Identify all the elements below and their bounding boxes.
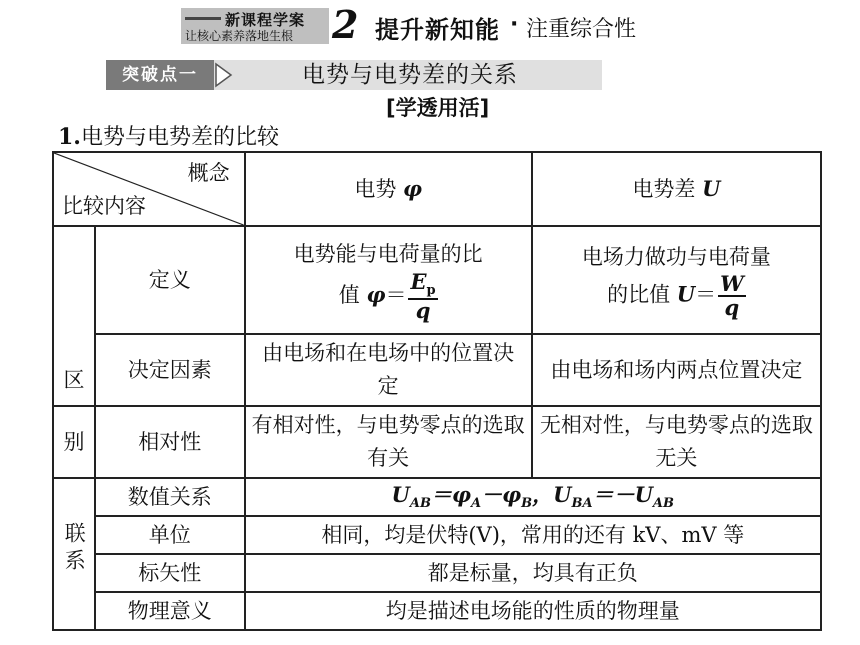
brand-line2: 让核心素养落地生根 [185, 29, 294, 43]
frac1-num: E [410, 268, 427, 294]
page-title: 提升新知能 [375, 16, 500, 44]
def-potential-line2 [249, 268, 528, 323]
num-value: $U_{AB}=\varphi_A-\varphi_B$，$U_{BA}=-U_{AB}$ [245, 478, 821, 516]
def-pd [532, 226, 821, 334]
brand-badge [181, 8, 329, 44]
table-row [53, 334, 821, 406]
det-pd: 由电场和场内两点位置决定 [532, 334, 821, 406]
row-label-num: 数值关系 [95, 478, 245, 516]
def-potential [245, 226, 532, 334]
table-row [53, 478, 821, 516]
def-potential-line1: 电势能与电荷量的比 [293, 242, 483, 267]
group-diff-char1: 区 [63, 368, 85, 393]
table-row [53, 406, 821, 478]
corner-cell [53, 152, 245, 226]
row-label-det: 决定因素 [95, 334, 245, 406]
group-diff-char2: 别 [63, 429, 85, 454]
group-diff-top [53, 226, 95, 406]
page-subtitle: 注重综合性 [526, 17, 637, 42]
row-label-def: 定义 [95, 226, 245, 334]
col1-symbol: φ [403, 175, 423, 201]
col-header-potential [245, 152, 532, 226]
group-diff-bottom [53, 406, 95, 478]
group-link [53, 478, 95, 630]
row-label-rel: 相对性 [95, 406, 245, 478]
col2-symbol: U [702, 175, 721, 201]
brand-line1: 新课程学案 [225, 11, 306, 29]
frac1-den: q [415, 297, 431, 323]
col-header-pd [532, 152, 821, 226]
unit-value: 相同，均是伏特(V)，常用的还有 kV、mV 等 [245, 516, 821, 554]
def-potential-pre: 值 [338, 282, 360, 307]
heading-number: 1. [58, 124, 81, 150]
section-subtitle: [学透用活] [386, 96, 490, 120]
det-potential: 由电场和在电场中的位置决定 [245, 334, 532, 406]
def-potential-sym: φ [366, 281, 386, 307]
table-header-row [53, 152, 821, 226]
table-row [53, 554, 821, 592]
table-row [53, 516, 821, 554]
frac2-num: W [720, 271, 744, 297]
brand-rule [185, 17, 221, 20]
row-label-unit: 单位 [95, 516, 245, 554]
table-row [53, 592, 821, 630]
def-potential-eq: ＝ [385, 282, 407, 307]
rel-pd: 无相对性，与电势零点的选取无关 [532, 406, 821, 478]
section-tag: 突破点一 [106, 60, 214, 90]
corner-bottom-label: 比较内容 [62, 194, 146, 219]
def-pd-fraction [718, 273, 746, 319]
col1-label: 电势 [354, 176, 397, 201]
phys-value: 均是描述电场能的性质的物理量 [245, 592, 821, 630]
corner-top-label: 概念 [187, 161, 230, 185]
content-heading [58, 120, 279, 151]
arrow-right-icon [214, 60, 234, 90]
title-dot: · [510, 12, 519, 37]
row-label-phys: 物理意义 [95, 592, 245, 630]
row-label-vec: 标矢性 [95, 554, 245, 592]
table-row [53, 226, 821, 334]
def-pd-sym: U [676, 281, 696, 307]
def-potential-fraction [408, 268, 437, 323]
def-pd-line2 [536, 273, 817, 319]
def-pd-eq: ＝ [695, 282, 717, 307]
chapter-number: 2 [332, 2, 359, 47]
def-pd-line1: 电场力做功与电荷量 [581, 244, 771, 269]
heading-text: 电势与电势差的比较 [80, 125, 279, 150]
col2-label: 电势差 [632, 176, 696, 201]
rel-potential: 有相对性，与电势零点的选取有关 [245, 406, 532, 478]
frac2-den: q [724, 295, 740, 321]
vec-value: 都是标量，均具有正负 [245, 554, 821, 592]
def-pd-pre: 的比值 [607, 282, 671, 307]
group-link-label: 联系 [62, 522, 87, 577]
comparison-table [52, 151, 822, 631]
frac1-num-sub: p [426, 283, 436, 299]
section-title: 电势与电势差的关系 [302, 62, 518, 88]
